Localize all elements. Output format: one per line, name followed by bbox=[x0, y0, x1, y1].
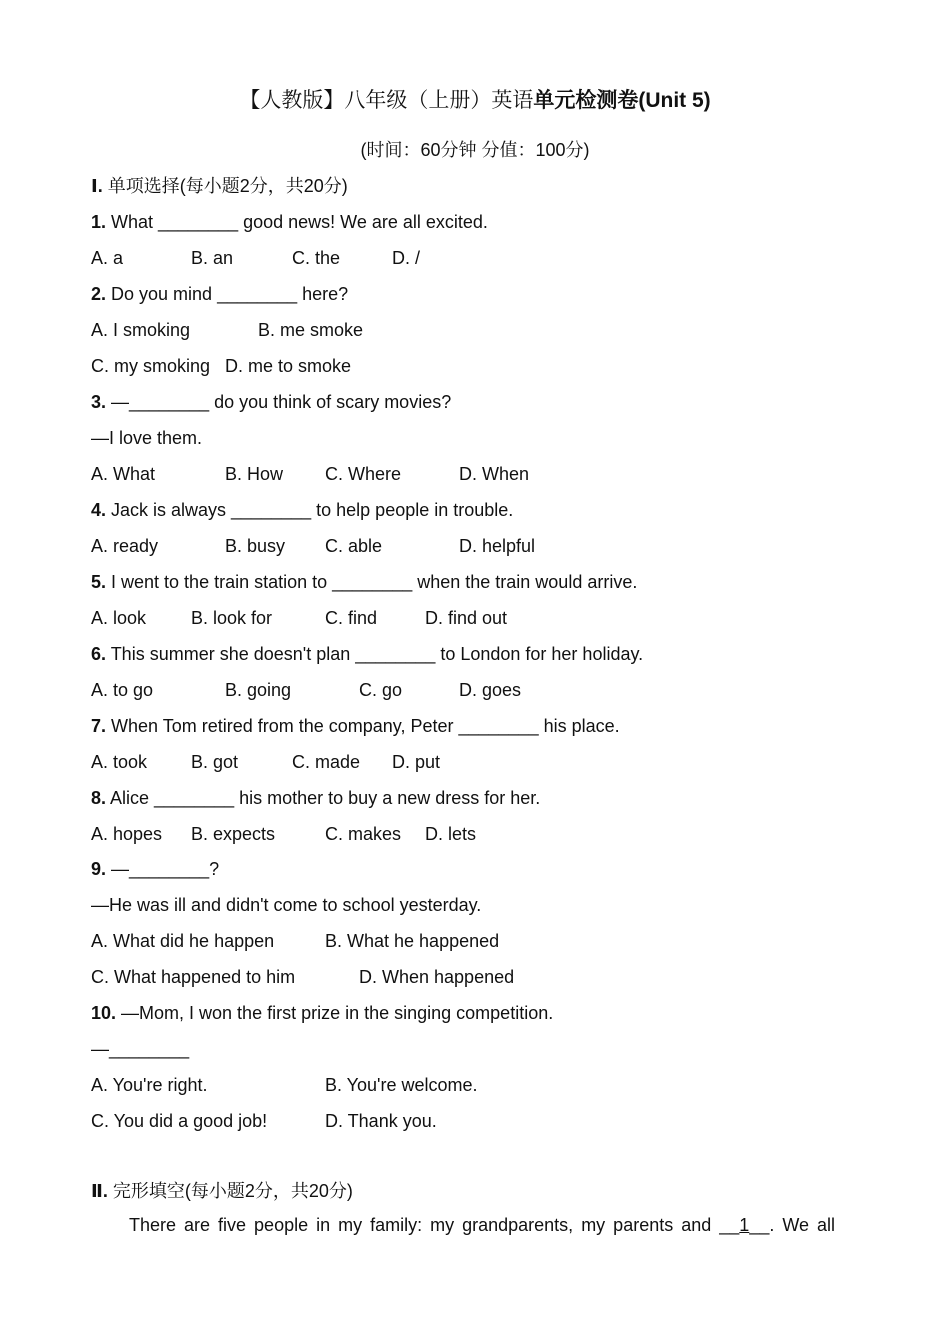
question-10-reply: —________ bbox=[91, 1039, 190, 1059]
q5-option-b[interactable]: B. look for bbox=[191, 608, 273, 628]
q10-option-b[interactable]: B. You're welcome. bbox=[325, 1075, 478, 1095]
q10-option-d[interactable]: D. Thank you. bbox=[325, 1111, 437, 1131]
question-6: 6. This summer she doesn't plan ________ to London for her holiday. bbox=[91, 644, 644, 664]
q3-option-d[interactable]: D. When bbox=[459, 464, 530, 484]
q2-option-c[interactable]: C. my smoking bbox=[91, 356, 211, 376]
q5-option-a[interactable]: A. look bbox=[91, 608, 147, 628]
question-8: 8. Alice ________ his mother to buy a new dress for her. bbox=[91, 788, 541, 808]
question-5: 5. I went to the train station to ________ when the train would arrive. bbox=[91, 572, 638, 592]
q3-option-a[interactable]: A. What bbox=[91, 464, 156, 484]
cloze-blank-1[interactable]: __1__ bbox=[719, 1215, 770, 1235]
q4-option-c[interactable]: C. able bbox=[325, 536, 383, 556]
q6-option-c[interactable]: C. go bbox=[359, 680, 403, 700]
q4-option-a[interactable]: A. ready bbox=[91, 536, 159, 556]
cloze-passage: There are five people in my family: my grandparents, my parents and __1__. We all bbox=[129, 1215, 836, 1235]
q1-option-c[interactable]: C. the bbox=[292, 248, 341, 268]
page-title bbox=[0, 88, 950, 114]
question-2: 2. Do you mind ________ here? bbox=[91, 284, 349, 304]
q8-option-c[interactable]: C. makes bbox=[325, 824, 402, 844]
q2-option-a[interactable]: A. I smoking bbox=[91, 320, 191, 340]
question-4: 4. Jack is always ________ to help people in trouble. bbox=[91, 500, 514, 520]
q9-option-c[interactable]: C. What happened to him bbox=[91, 967, 296, 987]
question-1: 1. What ________ good news! We are all excited. bbox=[91, 212, 488, 232]
q5-option-d[interactable]: D. find out bbox=[425, 608, 508, 628]
q1-option-b[interactable]: B. an bbox=[191, 248, 234, 268]
question-10: 10. —Mom, I won the first prize in the singing competition. bbox=[91, 1003, 554, 1023]
section-1-heading: Ⅰ. 单项选择(每小题2分，共20分) bbox=[91, 176, 348, 196]
exam-info: (时间：60分钟 分值：100分) bbox=[360, 140, 590, 160]
q4-option-d[interactable]: D. helpful bbox=[459, 536, 536, 556]
question-9-reply: —He was ill and didn't come to school yesterday. bbox=[91, 895, 482, 915]
q10-option-c[interactable]: C. You did a good job! bbox=[91, 1111, 268, 1131]
q8-option-a[interactable]: A. hopes bbox=[91, 824, 163, 844]
q9-option-d[interactable]: D. When happened bbox=[359, 967, 515, 987]
q1-option-d[interactable]: D. / bbox=[392, 248, 421, 268]
q9-option-a[interactable]: A. What did he happen bbox=[91, 931, 275, 951]
q5-option-c[interactable]: C. find bbox=[325, 608, 378, 628]
q7-option-c[interactable]: C. made bbox=[292, 752, 361, 772]
question-3: 3. —________ do you think of scary movies? bbox=[91, 392, 452, 412]
q8-option-b[interactable]: B. expects bbox=[191, 824, 276, 844]
q7-option-b[interactable]: B. got bbox=[191, 752, 239, 772]
q7-option-d[interactable]: D. put bbox=[392, 752, 441, 772]
q2-option-d[interactable]: D. me to smoke bbox=[225, 356, 352, 376]
q3-option-c[interactable]: C. Where bbox=[325, 464, 402, 484]
question-9: 9. —________? bbox=[91, 859, 220, 879]
q6-option-b[interactable]: B. going bbox=[225, 680, 292, 700]
q8-option-d[interactable]: D. lets bbox=[425, 824, 477, 844]
q2-option-b[interactable]: B. me smoke bbox=[258, 320, 364, 340]
question-7: 7. When Tom retired from the company, Peter ________ his place. bbox=[91, 716, 620, 736]
q7-option-a[interactable]: A. took bbox=[91, 752, 148, 772]
q6-option-d[interactable]: D. goes bbox=[459, 680, 522, 700]
question-3-reply: —I love them. bbox=[91, 428, 203, 448]
section-2-heading: Ⅱ. 完形填空(每小题2分，共20分) bbox=[91, 1181, 353, 1201]
q10-option-a[interactable]: A. You're right. bbox=[91, 1075, 208, 1095]
title-prefix: 【人教版】八年级（上册）英语 bbox=[239, 89, 534, 112]
q4-option-b[interactable]: B. busy bbox=[225, 536, 286, 556]
title-unit: 单元检测卷(Unit 5) bbox=[533, 89, 711, 112]
q6-option-a[interactable]: A. to go bbox=[91, 680, 154, 700]
q9-option-b[interactable]: B. What he happened bbox=[325, 931, 500, 951]
q3-option-b[interactable]: B. How bbox=[225, 464, 284, 484]
q1-option-a[interactable]: A. a bbox=[91, 248, 124, 268]
